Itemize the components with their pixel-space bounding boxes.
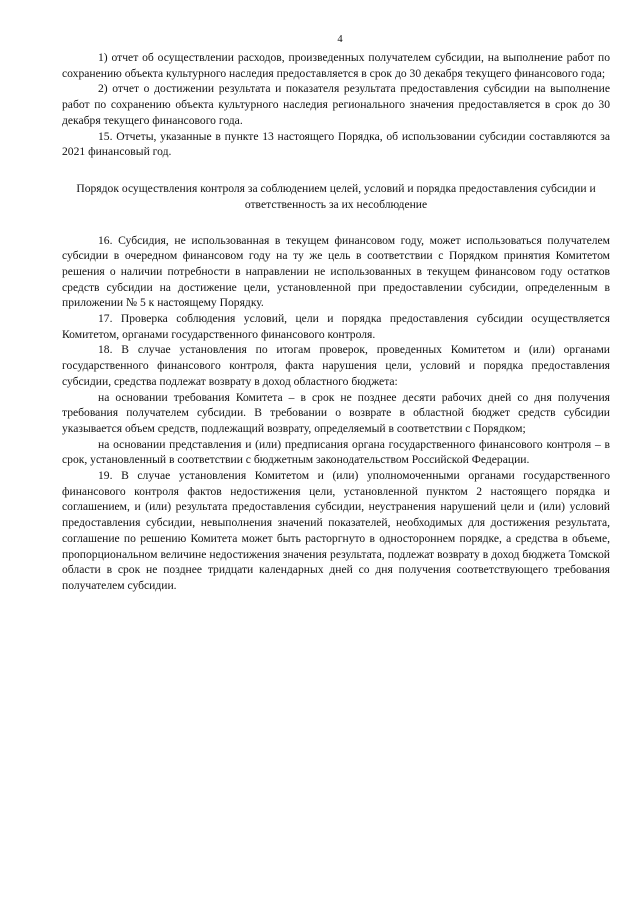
page-number: 4 [337, 34, 343, 45]
paragraph-18-violation-return: 18. В случае установления по итогам проверок, проведенных Комитетом и (или) органами государственного финансового контроля, факта нарушения цели, условий и порядка предоставления субсидии, средства подлежат возврату в доход областного бюджета: [62, 343, 610, 388]
paragraph-17-compliance-check: 17. Проверка соблюдения условий, цели и порядка предоставления субсидии осуществляется Комитетом, органами государственного финансового контроля. [62, 312, 610, 341]
section-heading-control: Порядок осуществления контроля за соблюдением целей, условий и порядка предоставления субсидии и ответственность за их несоблюдение [76, 181, 596, 211]
document-page [62, 34, 610, 594]
paragraph-18-control-order: на основании представления и (или) предписания органа государственного финансового контроля – в срок, установленный в соответствии с бюджетным законодательством Российской Федерации. [62, 437, 610, 467]
paragraph-1-report-expenses: 1) отчет об осуществлении расходов, произведенных получателем субсидии, на выполнение работ по сохранению объекта культурного наследия предоставляется в срок до 30 декабря текущего финансового года; [62, 51, 610, 80]
paragraph-18-committee-demand: на основании требования Комитета – в срок не позднее десяти рабочих дней со дня получения требования получателем субсидии. В требовании о возврате в областной бюджет средств субсидии указывается объем средств, подлежащий возврату, определяемый в соответствии с Порядком; [62, 390, 610, 435]
paragraph-2-report-results: 2) отчет о достижении результата и показателя результата предоставления субсидии на выполнение работ по сохранению объекта культурного наследия регионального значения предоставляется в срок до 30 декабря текущего финансового года. [62, 82, 610, 127]
paragraph-16-unused-subsidy: 16. Субсидия, не использованная в текущем финансовом году, может использоваться получателем субсидии в очередном финансовом году на ту же цель в соответствии с Порядком принятия Комитетом решения о наличии потребности в направлении не использованных в текущем финансовом году остатков средств субсидии на достижение цели, установленной при предоставлении субсидии, определенным в приложении № 5 к настоящему Порядку. [62, 233, 610, 310]
paragraph-15-reports-period: 15. Отчеты, указанные в пункте 13 настоящего Порядка, об использовании субсидии составляются за 2021 финансовый год. [62, 129, 610, 159]
paragraph-19-termination: 19. В случае установления Комитетом и (или) уполномоченными органами государственного финансового контроля фактов недостижения цели, установленной пунктом 2 настоящего порядка и соглашением, и (или) результата предоставления субсидии, неустранения нарушений цели и (или) условий предоставления субсидии, невыполнения значений показателей, необходимых для достижения результата, соглашение по решению Комитета может быть расторгнуто в одностороннем порядке, а средства в объеме, пропорциональном величине недостижения значения результата, подлежат возврату в доход бюджета Томской области в срок не позднее тридцати календарных дней со дня получения соответствующего требования получателем субсидии. [62, 469, 610, 592]
